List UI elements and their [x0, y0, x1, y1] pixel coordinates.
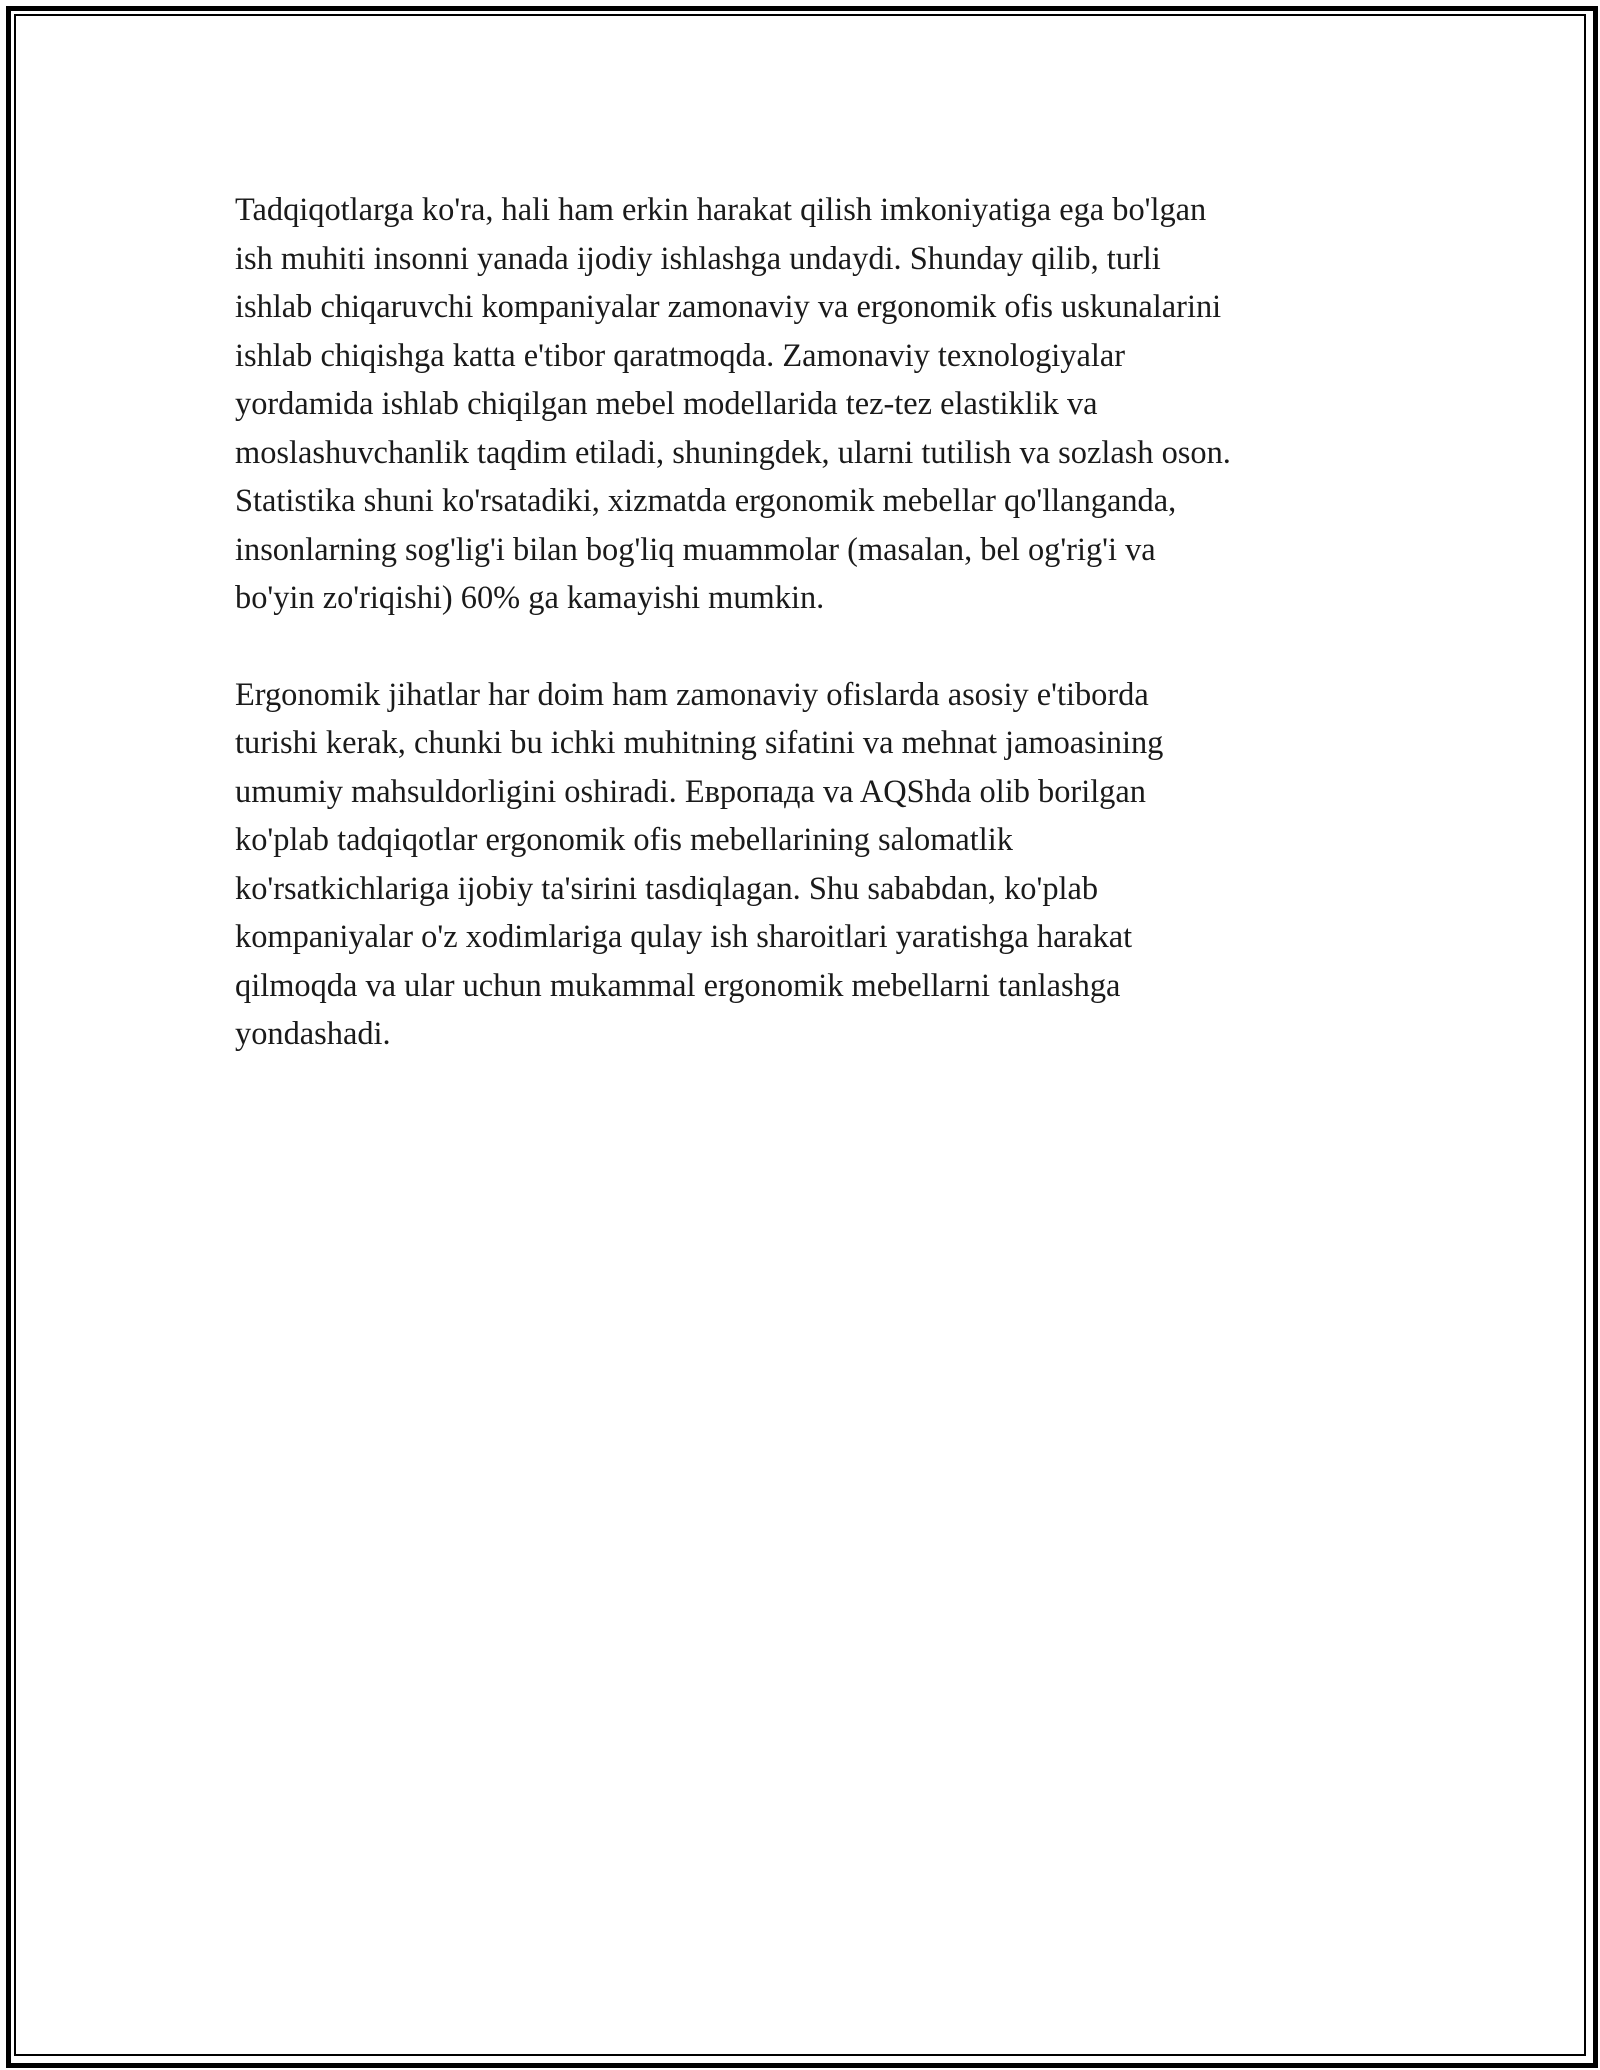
document-body [235, 186, 1395, 1107]
paragraph-1: Tadqiqotlarga ko'ra, hali ham erkin harakat qilish imkoniyatiga ega bo'lgan ish muhiti insonni yanada ijodiy ishlashga undaydi. Shunday qilib, turli ishlab chiqaruvchi kompaniyalar zamonaviy va ergonomik ofis uskunalarini ishlab chiqishga katta e'tibor qaratmoqda. Zamonaviy texnologiyalar yordamida ishlab chiqilgan mebel modellarida tez-tez elastiklik va moslashuvchanlik taqdim etiladi, shuningdek, ularni tutilish va sozlash oson. Statistika shuni ko'rsatadiki, xizmatda ergonomik mebellar qo'llanganda, insonlarning sog'lig'i bilan bog'liq muammolar (masalan, bel og'rig'i va bo'yin zo'riqishi) 60% ga kamayishi mumkin. [235, 192, 1231, 616]
paragraph-2: Ergonomik jihatlar har doim ham zamonaviy ofislarda asosiy e'tiborda turishi kerak, chunki bu ichki muhitning sifatini va mehnat jamoasining umumiy mahsuldorligini oshiradi. Европада va AQShda olib borilgan ko'plab tadqiqotlar ergonomik ofis mebellarining salomatlik ko'rsatkichlariga ijobiy ta'sirini tasdiqlagan. Shu sababdan, ko'plab kompaniyalar o'z xodimlariga qulay ish sharoitlari yaratishga harakat qilmoqda va ular uchun mukammal ergonomik mebellarni tanlashga yondashadi. [235, 676, 1164, 1052]
